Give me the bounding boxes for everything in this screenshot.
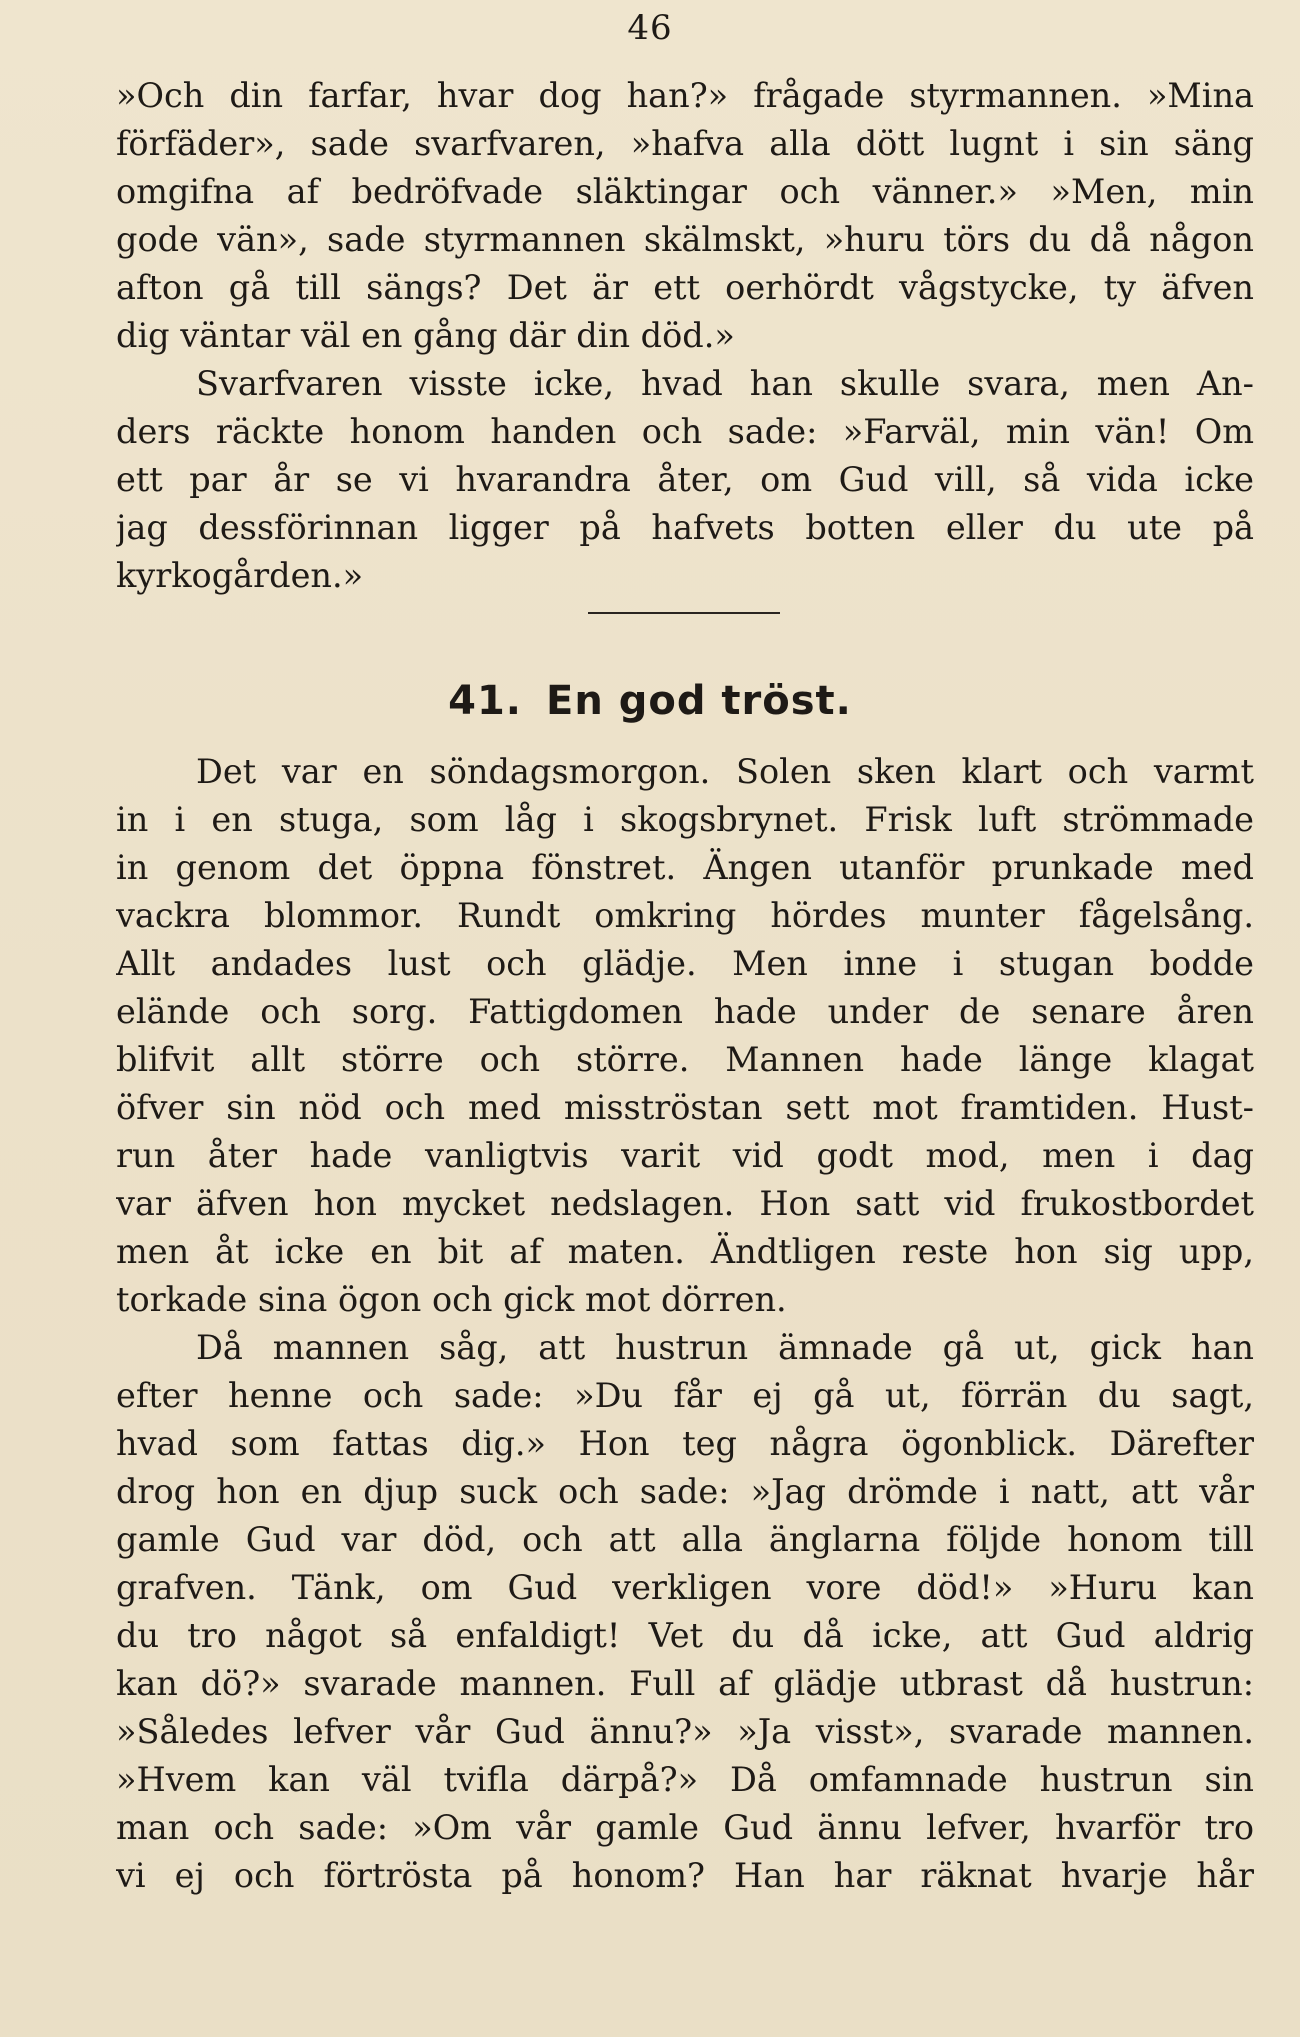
text-line: vi ej och förtrösta på honom? Han har räknat hvarje hår xyxy=(116,1856,1254,1895)
text-line: grafven. Tänk, om Gud verkligen vore död!» »Huru kan xyxy=(116,1568,1254,1607)
text-line: afton gå till sängs? Det är ett oerhördt vågstycke, ty äfven xyxy=(116,268,1254,307)
text-section-1 xyxy=(116,72,1254,600)
text-line: in i en stuga, som låg i skogsbrynet. Frisk luft strömmade xyxy=(116,800,1254,839)
text-line: »Och din farfar, hvar dog han?» frågade styrmannen. »Mina xyxy=(116,76,1254,115)
text-line: jag dessförinnan ligger på hafvets botten eller du ute på xyxy=(116,508,1254,547)
text-line: man och sade: »Om vår gamle Gud ännu lefver, hvarför tro xyxy=(116,1808,1254,1847)
chapter-heading xyxy=(0,672,1300,730)
text-line: öfver sin nöd och med misströstan sett mot framtiden. Hust- xyxy=(116,1088,1254,1127)
text-line: kyrkogården.» xyxy=(116,556,364,595)
text-line: vackra blommor. Rundt omkring hördes munter fågelsång. xyxy=(116,896,1254,935)
text-line: dig väntar väl en gång där din död.» xyxy=(116,316,735,355)
text-section-2 xyxy=(116,748,1254,1900)
section-divider xyxy=(588,612,780,614)
text-line: efter henne och sade: »Du får ej gå ut, förrän du sagt, xyxy=(116,1376,1254,1415)
text-line: run åter hade vanligtvis varit vid godt mod, men i dag xyxy=(116,1136,1254,1175)
text-line: »Således lefver vår Gud ännu?» »Ja visst», svarade mannen. xyxy=(116,1712,1254,1751)
text-line: Allt andades lust och glädje. Men inne i stugan bodde xyxy=(116,944,1254,983)
text-line: drog hon en djup suck och sade: »Jag drömde i natt, att vår xyxy=(116,1472,1254,1511)
text-line: hvad som fattas dig.» Hon teg några ögonblick. Därefter xyxy=(116,1424,1254,1463)
text-line: gamle Gud var död, och att alla änglarna följde honom till xyxy=(116,1520,1254,1559)
text-line: ders räckte honom handen och sade: »Farväl, min vän! Om xyxy=(116,412,1254,451)
text-line: men åt icke en bit af maten. Ändtligen reste hon sig upp, xyxy=(116,1232,1254,1271)
text-line: »Hvem kan väl tvifla därpå?» Då omfamnade hustrun sin xyxy=(116,1760,1254,1799)
text-line: Det var en söndagsmorgon. Solen sken klart och varmt xyxy=(196,752,1254,791)
text-line: Svarfvaren visste icke, hvad han skulle svara, men An- xyxy=(196,364,1254,403)
text-line: in genom det öppna fönstret. Ängen utanför prunkade med xyxy=(116,848,1254,887)
text-line: elände och sorg. Fattigdomen hade under de senare åren xyxy=(116,992,1254,1031)
text-line: du tro något så enfaldigt! Vet du då icke, att Gud aldrig xyxy=(116,1616,1254,1655)
text-line: kan dö?» svarade mannen. Full af glädje utbrast då hustrun: xyxy=(116,1664,1254,1703)
text-line: Då mannen såg, att hustrun ämnade gå ut, gick han xyxy=(196,1328,1254,1367)
text-line: ett par år se vi hvarandra åter, om Gud vill, så vida icke xyxy=(116,460,1254,499)
chapter-number: 41. xyxy=(448,678,522,724)
text-line: blifvit allt större och större. Mannen hade länge klagat xyxy=(116,1040,1254,1079)
text-line: omgifna af bedröfvade släktingar och vänner.» »Men, min xyxy=(116,172,1254,211)
text-line: gode vän», sade styrmannen skälmskt, »huru törs du då någon xyxy=(116,220,1254,259)
text-line: förfäder», sade svarfvaren, »hafva alla dött lugnt i sin säng xyxy=(116,124,1254,163)
text-line: var äfven hon mycket nedslagen. Hon satt vid frukostbordet xyxy=(116,1184,1254,1223)
chapter-title: En god tröst. xyxy=(546,678,852,724)
text-line: torkade sina ögon och gick mot dörren. xyxy=(116,1280,787,1319)
page-number: 46 xyxy=(627,8,673,48)
